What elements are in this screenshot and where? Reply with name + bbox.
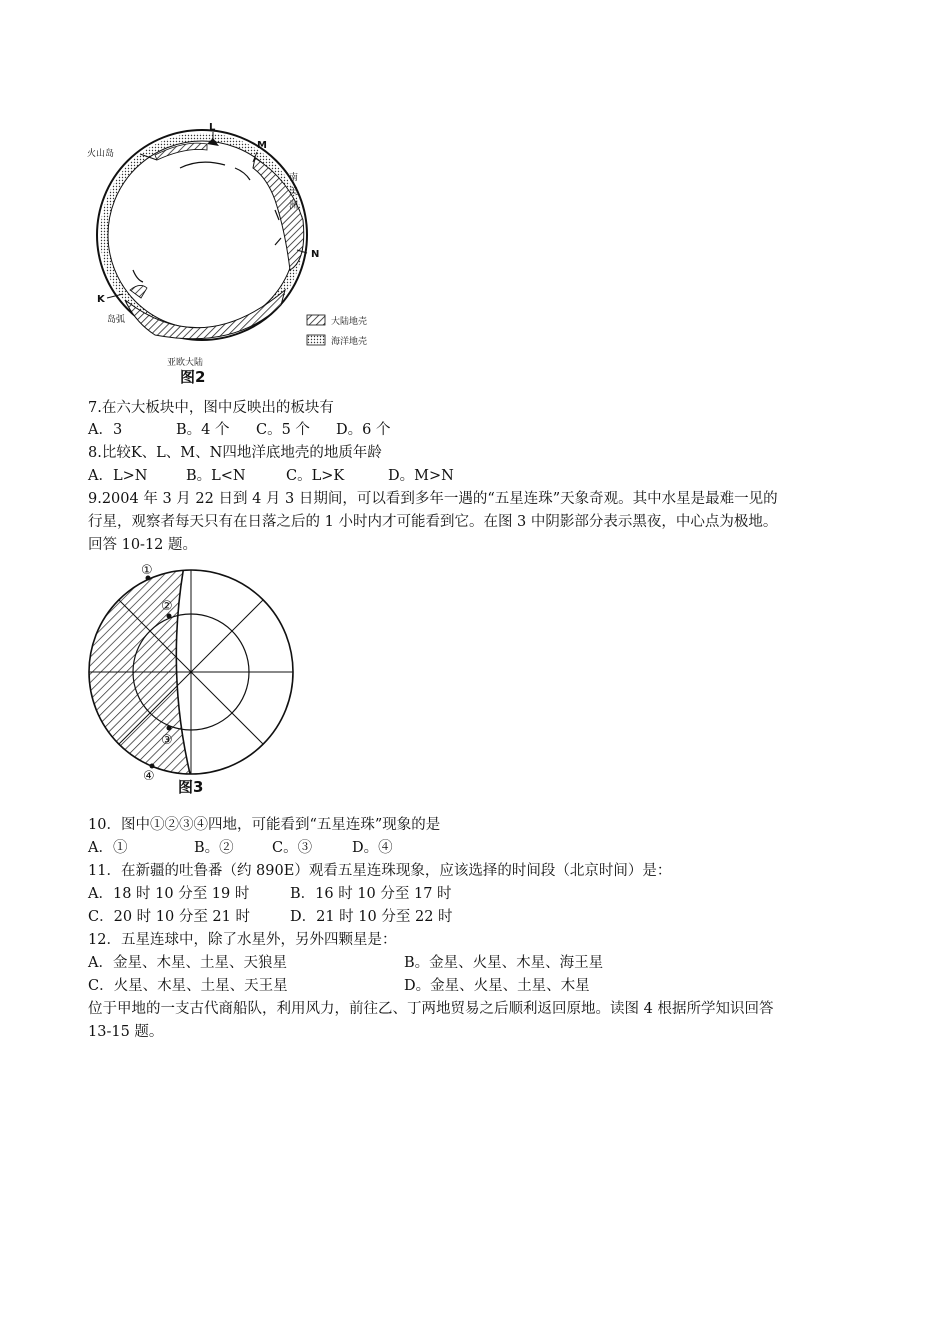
legend-oceanic-swatch [307, 335, 325, 345]
q8-option-c: C。L>K [286, 468, 345, 484]
legend-oceanic-label: 海洋地壳 [331, 337, 368, 347]
legend-continental-swatch [307, 315, 325, 325]
q10-option-d: D。④ [352, 840, 393, 856]
marker-2: ② [161, 599, 173, 614]
q11-option-d: D．21 时 10 分至 22 时 [290, 909, 453, 925]
figure-3-diagram [85, 560, 305, 780]
label-south-america-2: 美 [289, 187, 299, 197]
q12-option-d: D。金星、火星、土星、木星 [404, 978, 590, 994]
q12-option-a: A．金星、木星、土星、天狼星 [88, 955, 287, 971]
q11-option-c: C．20 时 10 分至 21 时 [88, 909, 250, 925]
label-K: K [97, 294, 105, 305]
q7-option-d: D。6 个 [336, 422, 391, 438]
q7-option-b: B。4 个 [176, 422, 230, 438]
label-L: L [209, 122, 216, 133]
q7-option-a: A．3 [88, 422, 123, 438]
label-south-america-3: 洲 [289, 201, 299, 211]
label-M: M [257, 140, 267, 151]
label-asia-europe: 亚欧大陆 [167, 358, 204, 368]
question-9-line-2: 行星，观察者每天只有在日落之后的 1 小时内才可能看到它。在图 3 中阴影部分表示黑夜，中心点为极地。 [88, 514, 778, 530]
intro-13-line-2: 13-15 题。 [88, 1024, 164, 1040]
label-N: N [311, 249, 320, 260]
label-volcano-island: 火山岛 [87, 149, 115, 159]
q10-option-a: A．① [88, 840, 128, 856]
marker-3: ③ [161, 733, 173, 748]
question-7-stem: 7.在六大板块中，图中反映出的板块有 [88, 400, 334, 416]
question-11-stem: 11．在新疆的吐鲁番（约 890E）观看五星连珠现象，应该选择的时间段（北京时间）是： [88, 863, 672, 879]
q8-option-a: A．L>N [88, 468, 148, 484]
legend-continental-label: 大陆地壳 [331, 317, 368, 327]
marker-4: ④ [143, 769, 155, 780]
q10-option-b: B。② [194, 840, 234, 856]
q12-option-c: C．火星、木星、土星、天王星 [88, 978, 288, 994]
intro-13-line-1: 位于甲地的一支古代商船队，利用风力，前往乙、丁两地贸易之后顺利返回原地。读图 4 根据所学知识回答 [88, 1001, 774, 1017]
q8-option-d: D。M>N [388, 468, 454, 484]
q7-option-c: C。5 个 [256, 422, 310, 438]
question-10-stem: 10．图中①②③④四地，可能看到“五星连珠”现象的是 [88, 817, 441, 833]
label-south-america-1: 南 [289, 173, 299, 183]
q8-option-b: B。L<N [186, 468, 246, 484]
marker-1: ① [141, 563, 153, 578]
figure-3-caption: 图3 [178, 778, 204, 796]
question-9-line-3: 回答 10-12 题。 [88, 537, 198, 553]
q10-option-c: C。③ [272, 840, 313, 856]
question-8-stem: 8.比较K、L、M、N四地洋底地壳的地质年龄 [88, 445, 382, 461]
q11-option-a: A．18 时 10 分至 19 时 [88, 886, 250, 902]
label-island-arc: 岛弧 [107, 315, 126, 325]
question-9-line-1: 9.2004 年 3 月 22 日到 4 月 3 日期间，可以看到多年一遇的“五星连珠”天象奇观。其中水星是最难一见的 [88, 491, 778, 507]
question-12-stem: 12．五星连球中，除了水星外，另外四颗星是： [88, 932, 397, 948]
figure-2-diagram [85, 110, 395, 390]
q12-option-b: B。金星、火星、木星、海王星 [404, 955, 604, 971]
q11-option-b: B．16 时 10 分至 17 时 [290, 886, 452, 902]
night-region [85, 560, 191, 778]
figure-2-caption: 图2 [180, 368, 206, 386]
